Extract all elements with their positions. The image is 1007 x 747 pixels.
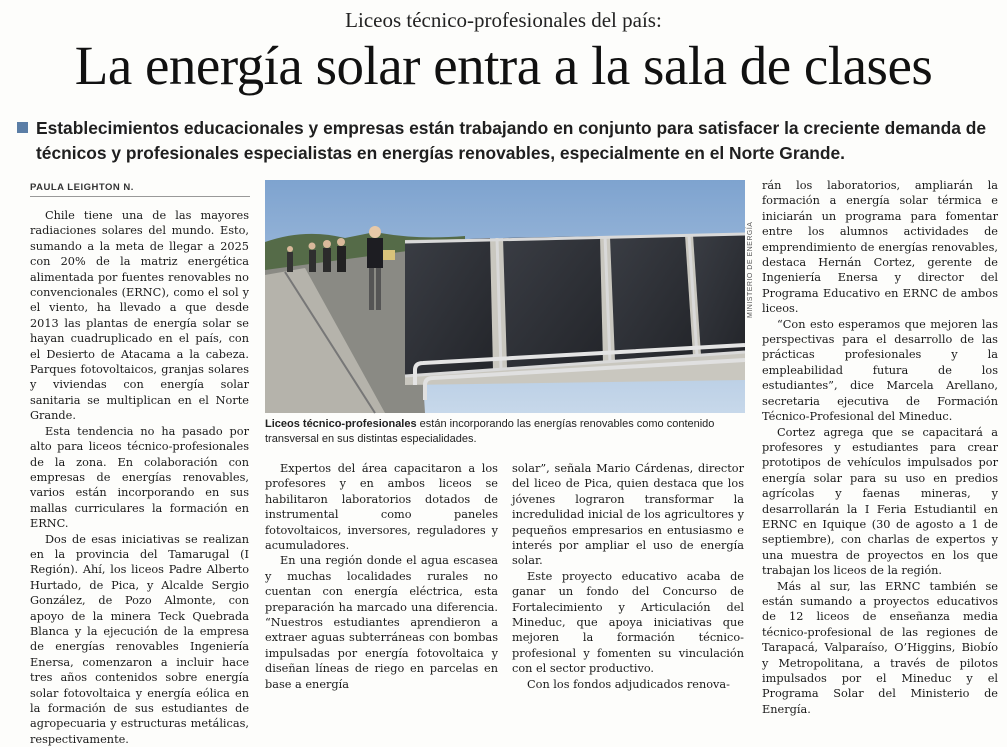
paragraph: Chile tiene una de las mayores radiaciones solares del mundo. Esto, sumando a la meta de llegar a 2025 con 20% de la matriz energética alimentada por fuentes renovables no convencionales (ERNC), como el sol y el viento, ha llevado a que desde 2013 las plantas de energía solar se hayan cuadruplicado en el país, con el Desierto de Atacama a la cabeza. Parques fotovoltaicos, granjas solares y viviendas con energía solar sanitaria se multiplican en el Norte Grande. (30, 209, 249, 423)
deck-bullet-icon (17, 122, 28, 133)
paragraph: Esta tendencia no ha pasado por alto para liceos técnico-profesionales de la zona. En colaboración con empresas de energías renovables, varios están incorporando en sus mallas curriculares la formación en ERNC. (30, 424, 249, 531)
column-4 (762, 178, 998, 716)
column-1 (30, 208, 249, 746)
column-3 (512, 461, 744, 691)
column-2 (265, 461, 498, 691)
paragraph: rán los laboratorios, ampliarán la formación a energía solar térmica e iniciarán un programa para fomentar entre los alumnos actividades de emprendimiento de energías renovables, destaca Hernán Cortez, gerente de Ingeniería Enersa y director del Programa Educativo en ERNC de ambos liceos. (762, 179, 998, 316)
article-photo (265, 180, 745, 413)
paragraph: Expertos del área capacitaron a los profesores y en ambos liceos se habilitaron laboratorios dotados de instrumental como paneles fotovoltaicos, inversores, reguladores y acumuladores. (265, 462, 498, 553)
headline: La energía solar entra a la sala de clases (74, 35, 933, 96)
caption-lead: Liceos técnico-profesionales (265, 418, 417, 430)
paragraph: Con los fondos adjudicados renova- (527, 677, 730, 691)
paragraph: En una región donde el agua escasea y muchas localidades rurales no cuentan con energía eléctrica, esta preparación ha marcado una diferencia. “Nuestros estudiantes aprendieron a extraer aguas subterráneas con bombas impulsadas por energía fotovoltaica y diseñan líneas de riego en parcelas en base a energía (265, 554, 498, 691)
deck: Establecimientos educacionales y empresas están trabajando en conjunto para satisfacer la creciente demanda de técnicos y profesionales especialistas en energías renovables, especialmente en el Norte Grande. (36, 118, 987, 163)
paragraph: solar”, señala Mario Cárdenas, director del liceo de Pica, quien destaca que los jóvenes lograron transformar la incredulidad inicial de los agricultores y pequeños empresarios en entusiasmo e interés por ampliar el uso de energía solar. (512, 462, 744, 568)
paragraph: Dos de esas iniciativas se realizan en la provincia del Tamarugal (I Región). Ahí, los liceos Padre Alberto Hurtado, de Pica, y Alcalde Sergio González, de Pozo Almonte, con apoyo de la minera Teck Quebrada Blanca y la ejecución de la empresa de energías renovables Ingeniería Enersa, comenzaron a incluir hace tres años contenidos sobre energía solar fotovoltaica y energía eólica en la formación de sus estudiantes de agropecuaria y estructuras metálicas, respectivamente. (30, 532, 249, 746)
paragraph: Cortez agrega que se capacitará a profesores y estudiantes para crear prototipos de vehículos impulsados por energía solar para su uso en predios agrícolas y faenas mineras, y desarrollarán la I Feria Estudiantil en ERNC en Iquique (30 de agosto a 1 de septiembre), con charlas de expertos y una muestra de proyectos en los que trabajan los liceos de la región. (762, 425, 998, 578)
paragraph: Este proyecto educativo acaba de ganar un fondo del Concurso de Fortalecimiento y Articulación del Mineduc, que apoya iniciativas que mejoren la formación técnico-profesional y fomenten su vinculación con el sector productivo. (512, 569, 744, 676)
photo-credit: MINISTERIO DE ENERGÍA (747, 221, 754, 318)
kicker: Liceos técnico-profesionales del país: (345, 8, 662, 32)
paragraph: Más al sur, las ERNC también se están sumando a proyectos educativos de 12 liceos de enseñanza media técnico-profesional de las regiones de Tarapacá, Valparaíso, O’Higgins, Biobío y Metropolitana, a través de pilotos impulsados por el Mineduc y el Programa Solar del Ministerio de Energía. (762, 579, 998, 716)
solar-panels-image (265, 180, 745, 413)
byline: PAULA LEIGHTON N. (30, 182, 250, 197)
paragraph: “Con esto esperamos que mejoren las perspectivas para el desarrollo de las prácticas profesionales y la empleabilidad futura de los estudiantes”, dice Marcela Arellano, secretaria ejecutiva de Formación Técnico-Profesional del Mineduc. (762, 317, 998, 424)
photo-caption (265, 417, 747, 446)
caption-text: están incorporando las energías renovables como contenido transversal en sus distintas especialidades. (265, 418, 715, 445)
